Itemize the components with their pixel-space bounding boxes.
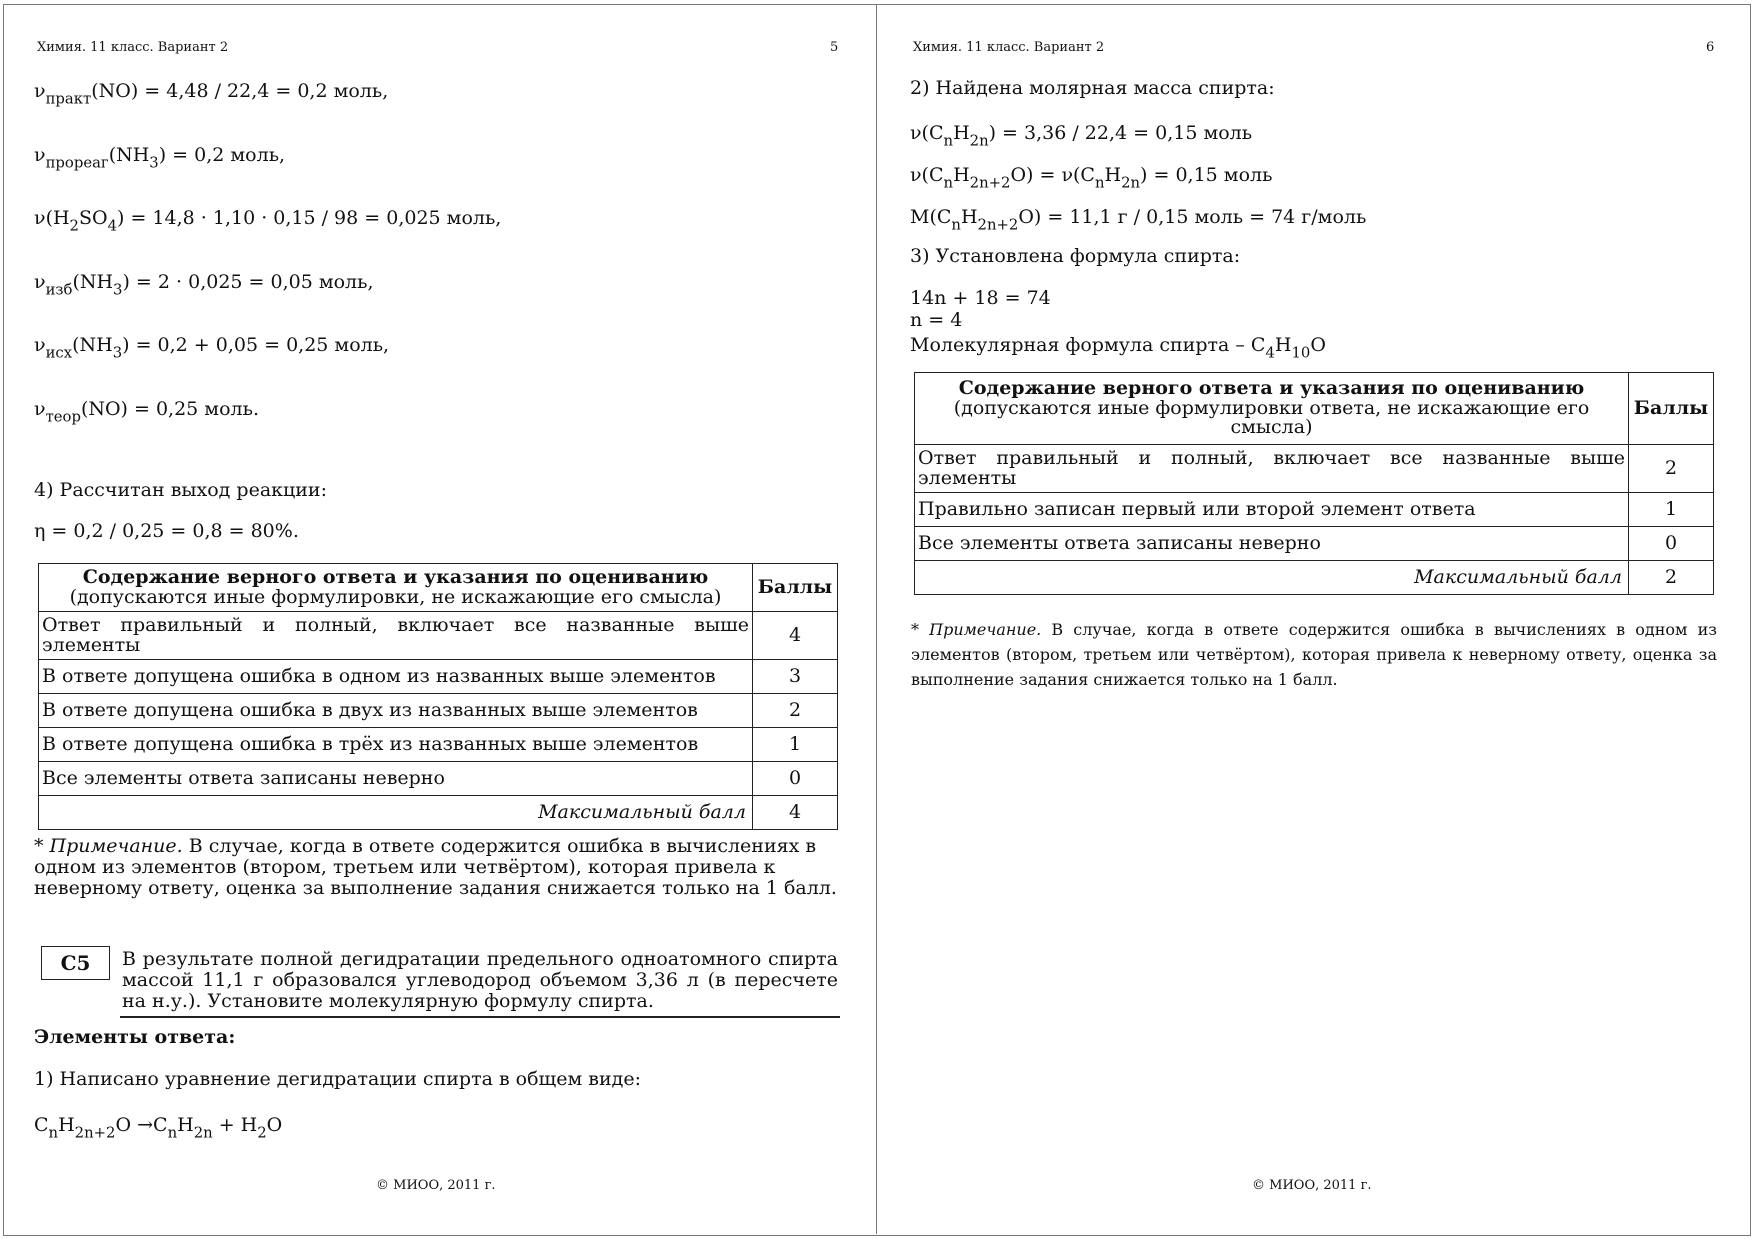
right-note: * Примечание. В случае, когда в ответе содержится ошибка в вычислениях в одном из элементов (втором, третьем или четвёртом), которая привела к неверному ответу, оценка за выполнение задания снижается только на 1 балл. bbox=[911, 620, 1717, 689]
step3-label: 3) Установлена формула спирта: bbox=[910, 245, 1241, 267]
table-header-points: Баллы bbox=[753, 564, 838, 612]
left-header-subject: Химия. 11 класс. Вариант 2 bbox=[37, 40, 229, 55]
table-row-max: Максимальный балл 2 bbox=[915, 561, 1714, 595]
page-divider bbox=[876, 4, 877, 1234]
formula-nu-proreag: $\nu_{прореаг}(NH_3) = 0,2$ моль, bbox=[34, 144, 286, 172]
left-note: * Примечание. В случае, когда в ответе содержится ошибка в вычислениях в одном из элементов (втором, третьем или четвёртом), которая привела к неверному ответу, оценка за выполнение задания снижается только на 1 балл. bbox=[34, 835, 837, 899]
yield-formula: η = 0,2 / 0,25 = 0,8 = 80%. bbox=[34, 520, 299, 542]
equation-14n: 14n + 18 = 74 bbox=[910, 287, 1051, 309]
right-page-number: 6 bbox=[1706, 40, 1715, 55]
elements-heading: Элементы ответа: bbox=[34, 1026, 236, 1048]
formula-nu-ish: $\nu_{исх}(NH_3) = 0,2 + 0,05 = 0,25$ моль, bbox=[34, 334, 390, 362]
table-row: В ответе допущена ошибка в трёх из названных выше элементов 1 bbox=[39, 728, 838, 762]
left-page-number: 5 bbox=[830, 40, 839, 55]
formula-nu-izb: $\nu_{изб}(NH_3) = 2 \cdot 0,025 = 0,05$ моль, bbox=[34, 271, 374, 299]
equation-n: n = 4 bbox=[910, 309, 963, 331]
task-underline bbox=[120, 1016, 840, 1018]
table-row: Ответ правильный и полный, включает все названные выше элементы 4 bbox=[39, 612, 838, 660]
table-row: Все элементы ответа записаны неверно 0 bbox=[915, 527, 1714, 561]
formula-nu-prakt: $\nu_{практ}(NO) = 4,48 / 22,4 = 0,2$ моль, bbox=[34, 80, 389, 108]
right-footer: © МИОО, 2011 г. bbox=[1252, 1178, 1372, 1193]
dehydration-equation: $C_nH_{2n+2}O \to C_nH_{2n} + H_2O$ bbox=[34, 1114, 283, 1142]
table-header-content: Содержание верного ответа и указания по оцениванию (допускаются иные формулировки ответа, не искажающие его смысла) bbox=[915, 373, 1629, 445]
formula-nu-alcohol: $\nu(C_nH_{2n+2}O) = \nu(C_nH_{2n}) = 0,15$ моль bbox=[910, 164, 1273, 192]
step2-label: 2) Найдена молярная масса спирта: bbox=[910, 77, 1275, 99]
table-header-content: Содержание верного ответа и указания по оцениванию (допускаются иные формулировки, не искажающие его смысла) bbox=[39, 564, 753, 612]
table-row: Правильно записан первый или второй элемент ответа 1 bbox=[915, 493, 1714, 527]
table-row: В ответе допущена ошибка в одном из названных выше элементов 3 bbox=[39, 660, 838, 694]
table-row: В ответе допущена ошибка в двух из названных выше элементов 2 bbox=[39, 694, 838, 728]
right-header-subject: Химия. 11 класс. Вариант 2 bbox=[913, 40, 1105, 55]
table-row: Все элементы ответа записаны неверно 0 bbox=[39, 762, 838, 796]
left-footer: © МИОО, 2011 г. bbox=[376, 1178, 496, 1193]
task-label-box: C5 bbox=[41, 946, 110, 980]
formula-nu-alkene: $\nu(C_nH_{2n}) = 3,36 / 22,4 = 0,15$ моль bbox=[910, 122, 1253, 150]
table-row: Ответ правильный и полный, включает все названные выше элементы 2 bbox=[915, 445, 1714, 493]
molecular-formula: Молекулярная формула спирта – $C_4H_{10}O$ bbox=[910, 334, 1326, 362]
step4-label: 4) Рассчитан выход реакции: bbox=[34, 479, 327, 501]
formula-nu-teor: $\nu_{теор}(NO) = 0,25$ моль. bbox=[34, 398, 259, 426]
formula-nu-h2so4: $\nu(H_2SO_4) = 14,8 \cdot 1,10 \cdot 0,15 / 98 = 0,025$ моль, bbox=[34, 207, 502, 235]
left-scoring-table bbox=[38, 563, 838, 830]
task-text: В результате полной дегидратации предельного одноатомного спирта массой 11,1 г образовался углеводород объемом 3,36 л (в пересчете на н.у.). Установите молекулярную формулу спирта. bbox=[122, 948, 838, 1012]
table-header-points: Баллы bbox=[1629, 373, 1714, 445]
formula-molar-mass: $M(C_nH_{2n+2}O) = 11,1$ г / 0,15 моль = 74 г/моль bbox=[910, 206, 1367, 234]
right-scoring-table bbox=[914, 372, 1714, 595]
table-row-max: Максимальный балл 4 bbox=[39, 796, 838, 830]
step1-label: 1) Написано уравнение дегидратации спирта в общем виде: bbox=[34, 1068, 641, 1090]
